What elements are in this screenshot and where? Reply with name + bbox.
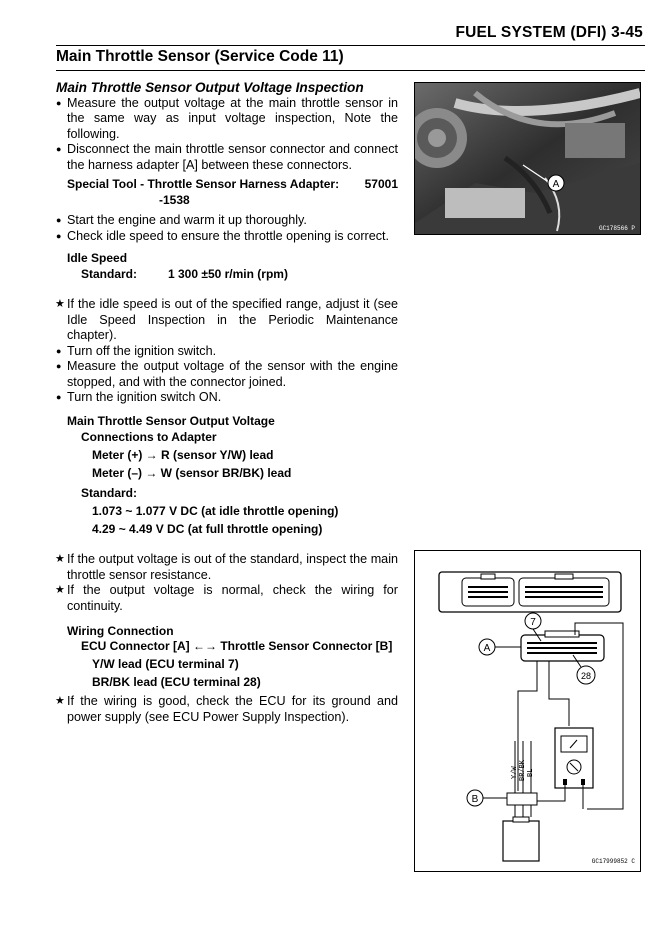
special-tool-part-b: -1538	[159, 192, 190, 207]
page-title: Main Throttle Sensor (Service Code 11)	[56, 48, 344, 65]
special-tool-name: Throttle Sensor Harness Adapter:	[147, 177, 340, 191]
step-disconnect: ● Disconnect the main throttle sensor connector and connect the harness adapter [A] between these connectors.	[56, 142, 398, 173]
wiring-yw: Y/W lead (ECU terminal 7)	[92, 657, 239, 671]
section-heading: Main Throttle Sensor Output Voltage Inspection	[56, 80, 364, 95]
idle-standard-value: 1 300 ±50 r/min (rpm)	[168, 267, 288, 281]
spec-connections: Connections to Adapter	[81, 430, 217, 444]
spec-meter-plus: Meter (+) → R (sensor Y/W) lead	[92, 448, 274, 462]
text-column-3	[56, 552, 398, 614]
wiring-connection: ECU Connector [A] ←→ Throttle Sensor Connector [B]	[81, 639, 393, 653]
pin-28-label: 28	[580, 671, 592, 681]
step-measure: ● Measure the output voltage at the main throttle sensor in the same way as input voltage inspection, Note the following.	[56, 96, 398, 143]
wire-yw-label: Y/W	[511, 766, 519, 779]
wiring-brbk: BR/BK lead (ECU terminal 28)	[92, 675, 261, 689]
diagram-callout-b: B	[471, 794, 479, 805]
photo-code: GC178566 P	[598, 225, 635, 232]
photo-callout-a: A	[552, 179, 560, 190]
step-measure-output: ● Measure the output voltage of the sensor with the engine stopped, and with the connector joined.	[56, 359, 398, 390]
special-tool-label: Special Tool -	[67, 177, 145, 191]
running-header: FUEL SYSTEM (DFI) 3-45	[455, 24, 643, 41]
note-voltage-normal: ★ If the output voltage is normal, check the wiring for continuity.	[56, 583, 398, 614]
idle-standard-label: Standard:	[81, 267, 138, 281]
title-rule	[56, 70, 645, 71]
wiring-diagram-drawing	[415, 551, 640, 871]
throttle-sensor-connector-b	[507, 793, 537, 805]
engine-photo	[414, 82, 641, 235]
step-start-engine: ● Start the engine and warm it up thoroughly.	[56, 213, 398, 229]
step-ignition-off: ● Turn off the ignition switch.	[56, 344, 398, 360]
wire-bl-label: BL	[527, 768, 535, 777]
special-tool	[67, 177, 398, 193]
spec-heading: Main Throttle Sensor Output Voltage	[67, 414, 275, 428]
idle-speed-heading: Idle Speed	[67, 251, 128, 265]
note-idle-range: ★ If the idle speed is out of the specified range, adjust it (see Idle Speed Inspection in the Periodic Maintenance chapter).	[56, 297, 398, 344]
diagram-code: GC17999852 C	[591, 858, 635, 865]
spec-voltage-full: 4.29 ~ 4.49 V DC (at full throttle opening)	[92, 522, 323, 536]
diagram-callout-a: A	[483, 643, 491, 654]
spec-voltage-idle: 1.073 ~ 1.077 V DC (at idle throttle opening)	[92, 504, 339, 518]
wire-brbk-label: BR/BK	[519, 759, 527, 781]
note-out-of-standard: ★ If the output voltage is out of the standard, inspect the main throttle sensor resistance.	[56, 552, 398, 583]
spec-standard-label: Standard:	[81, 486, 138, 500]
special-tool-part-a: 57001	[364, 177, 398, 191]
header-rule	[56, 45, 645, 46]
engine-photo-illustration	[415, 83, 640, 234]
step-ignition-on: ● Turn the ignition switch ON.	[56, 390, 398, 406]
pin-7-label: 7	[530, 617, 536, 628]
text-column-2	[56, 297, 398, 406]
spec-meter-minus: Meter (–) → W (sensor BR/BK) lead	[92, 466, 292, 480]
text-column-1	[56, 80, 398, 244]
throttle-sensor	[503, 821, 539, 861]
wiring-diagram	[414, 550, 641, 872]
wiring-heading: Wiring Connection	[67, 624, 174, 638]
text-column-4	[56, 694, 398, 725]
step-check-idle: ● Check idle speed to ensure the throttle opening is correct.	[56, 229, 398, 245]
note-wiring-good: ★ If the wiring is good, check the ECU for its ground and power supply (see ECU Power Supply Inspection).	[56, 694, 398, 725]
